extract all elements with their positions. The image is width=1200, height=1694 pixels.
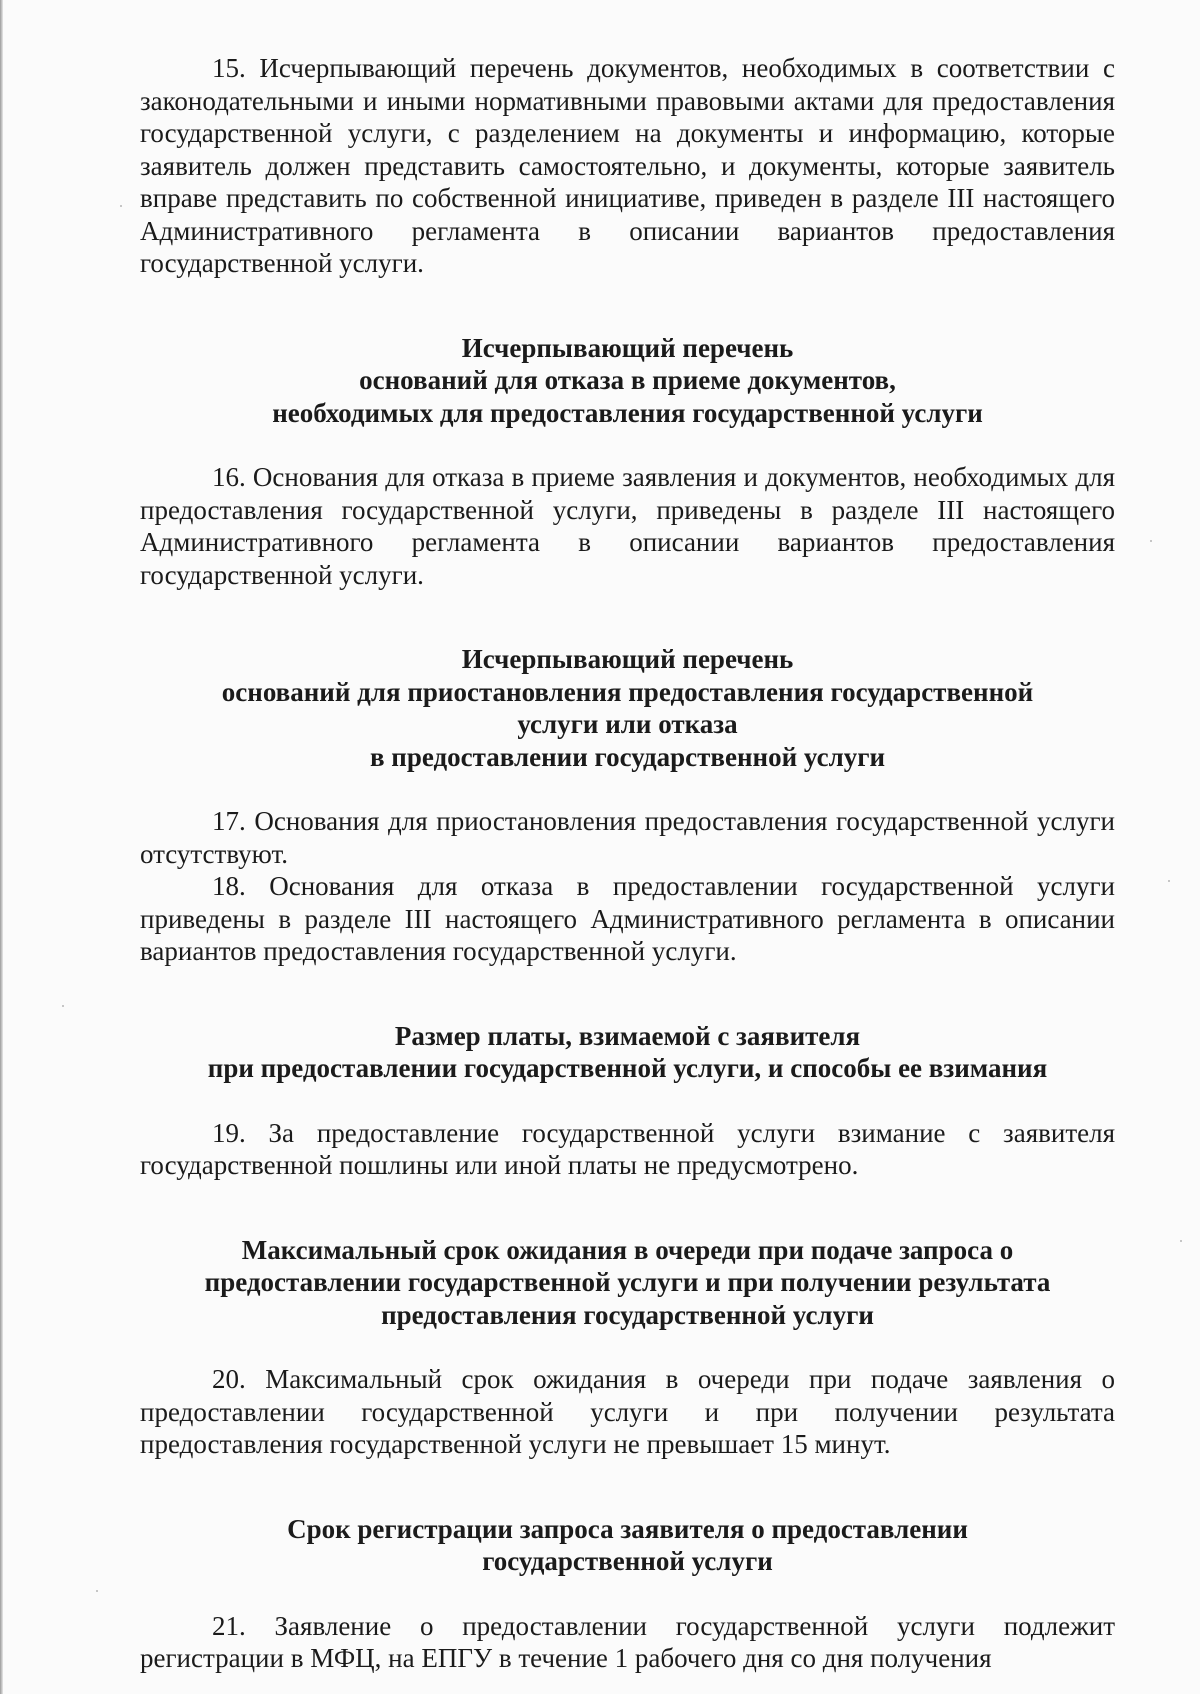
paragraph-18: 18. Основания для отказа в предоставлении государственной услуги приведены в разделе III настоящего Административного регламента в описании вариантов предоставления государственной услуги. bbox=[140, 871, 1115, 966]
heading-fee bbox=[140, 1020, 1115, 1085]
scan-speck bbox=[1180, 1240, 1182, 1242]
heading-line: Исчерпывающий перечень bbox=[461, 332, 794, 363]
heading-line: оснований для отказа в приеме документов, bbox=[359, 365, 896, 395]
heading-registration-time bbox=[140, 1513, 1115, 1578]
heading-line: необходимых для предоставления государственной услуги bbox=[272, 397, 983, 428]
paragraph-20: 20. Максимальный срок ожидания в очереди при подаче заявления о предоставлении государственной услуги и при получении результата предоставления государственной услуги не превышает 15 минут. bbox=[140, 1364, 1115, 1459]
paragraph-16: 16. Основания для отказа в приеме заявления и документов, необходимых для предоставления государственной услуги, приведены в разделе III настоящего Административного регламента в описании вариантов предоставления государственной услуги. bbox=[140, 462, 1115, 590]
heading-line: оснований для приостановления предоставления государственной bbox=[221, 676, 1034, 707]
heading-line: при предоставлении государственной услуги, и способы ее взимания bbox=[207, 1053, 1048, 1083]
scan-edge bbox=[0, 0, 3, 1694]
heading-line: услуги или отказа bbox=[517, 709, 738, 739]
heading-line: Срок регистрации запроса заявителя о предоставлении bbox=[287, 1513, 968, 1544]
heading-line: в предоставлении государственной услуги bbox=[369, 741, 886, 772]
heading-line: Исчерпывающий перечень bbox=[461, 644, 794, 674]
heading-line: государственной услуги bbox=[482, 1546, 773, 1576]
heading-line: Максимальный срок ожидания в очереди при подаче запроса о bbox=[241, 1234, 1014, 1265]
heading-line: предоставлении государственной услуги и при получении результата bbox=[204, 1267, 1051, 1297]
paragraph-17: 17. Основания для приостановления предоставления государственной услуги отсутствуют. bbox=[140, 806, 1115, 869]
heading-refusal-documents bbox=[140, 332, 1115, 430]
paragraph-21: 21. Заявление о предоставлении государственной услуги подлежит регистрации в МФЦ, на ЕПГУ в течение 1 рабочего дня со дня получения bbox=[140, 1610, 1115, 1673]
scan-speck bbox=[62, 1005, 64, 1007]
scan-speck bbox=[1150, 540, 1152, 542]
heading-line: Размер платы, взимаемой с заявителя bbox=[394, 1020, 861, 1051]
scan-speck bbox=[96, 1590, 98, 1592]
paragraph-15: 15. Исчерпывающий перечень документов, необходимых в соответствии с законодательными и иными нормативными правовыми актами для предоставления государственной услуги, с разделением на документы и информацию, которые заявитель должен представить самостоятельно, и документы, которые заявитель вправе представить по собственной инициативе, приведен в разделе III настоящего Административного регламента в описании вариантов предоставления государственной услуги. bbox=[140, 53, 1115, 278]
heading-line: предоставления государственной услуги bbox=[381, 1299, 874, 1330]
paragraph-19: 19. За предоставление государственной услуги взимание с заявителя государственной пошлины или иной платы не предусмотрено. bbox=[140, 1117, 1115, 1180]
heading-queue-time bbox=[140, 1234, 1115, 1332]
document-body bbox=[140, 52, 1115, 1675]
heading-suspension-grounds bbox=[140, 643, 1115, 773]
scan-speck bbox=[120, 205, 122, 207]
scan-speck bbox=[1168, 880, 1170, 882]
